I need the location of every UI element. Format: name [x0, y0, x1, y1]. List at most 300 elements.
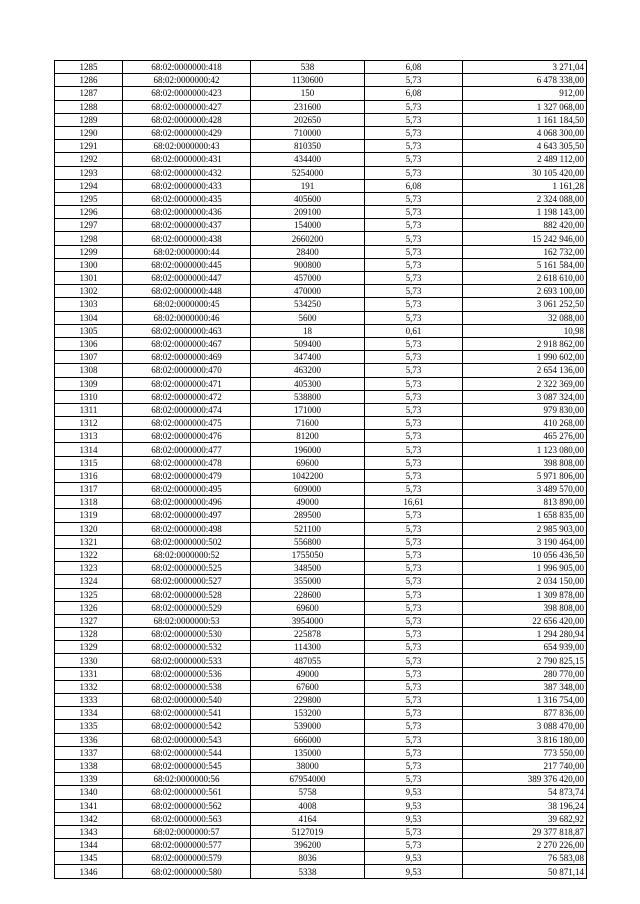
area-cell: 347400 [251, 351, 365, 364]
table-row [55, 535, 587, 548]
value-cell: 410 268,00 [463, 417, 587, 430]
table-row [55, 825, 587, 838]
table-row [55, 614, 587, 627]
rate-cell: 5,73 [365, 272, 463, 285]
row-number-cell: 1306 [55, 337, 123, 350]
row-number-cell: 1324 [55, 575, 123, 588]
value-cell: 38 196,24 [463, 799, 587, 812]
cadastral-number-cell: 68:02:0000000:53 [123, 614, 251, 627]
table-body [55, 61, 587, 879]
cadastral-number-cell: 68:02:0000000:45 [123, 298, 251, 311]
row-number-cell: 1293 [55, 166, 123, 179]
area-cell: 348500 [251, 562, 365, 575]
value-cell: 3 271,04 [463, 61, 587, 74]
cadastral-value-table [54, 60, 587, 879]
row-number-cell: 1312 [55, 417, 123, 430]
area-cell: 67600 [251, 680, 365, 693]
table-row [55, 865, 587, 878]
row-number-cell: 1305 [55, 324, 123, 337]
row-number-cell: 1299 [55, 245, 123, 258]
area-cell: 556800 [251, 535, 365, 548]
table-row [55, 839, 587, 852]
value-cell: 1 294 280,94 [463, 628, 587, 641]
table-row [55, 417, 587, 430]
cadastral-number-cell: 68:02:0000000:497 [123, 509, 251, 522]
table-row [55, 522, 587, 535]
value-cell: 877 836,00 [463, 707, 587, 720]
value-cell: 2 790 825,15 [463, 654, 587, 667]
cadastral-number-cell: 68:02:0000000:502 [123, 535, 251, 548]
rate-cell: 5,73 [365, 839, 463, 852]
table-row [55, 469, 587, 482]
cadastral-number-cell: 68:02:0000000:471 [123, 377, 251, 390]
table-row [55, 443, 587, 456]
area-cell: 609000 [251, 483, 365, 496]
rate-cell: 5,73 [365, 126, 463, 139]
row-number-cell: 1304 [55, 311, 123, 324]
rate-cell: 5,73 [365, 522, 463, 535]
row-number-cell: 1338 [55, 759, 123, 772]
value-cell: 1 198 143,00 [463, 206, 587, 219]
cadastral-number-cell: 68:02:0000000:437 [123, 219, 251, 232]
area-cell: 28400 [251, 245, 365, 258]
value-cell: 162 732,00 [463, 245, 587, 258]
row-number-cell: 1314 [55, 443, 123, 456]
area-cell: 434400 [251, 153, 365, 166]
cadastral-number-cell: 68:02:0000000:579 [123, 852, 251, 865]
row-number-cell: 1346 [55, 865, 123, 878]
cadastral-number-cell: 68:02:0000000:476 [123, 430, 251, 443]
area-cell: 534250 [251, 298, 365, 311]
table-row [55, 337, 587, 350]
area-cell: 4164 [251, 812, 365, 825]
rate-cell: 9,53 [365, 786, 463, 799]
row-number-cell: 1298 [55, 232, 123, 245]
row-number-cell: 1315 [55, 456, 123, 469]
cadastral-number-cell: 68:02:0000000:477 [123, 443, 251, 456]
value-cell: 217 740,00 [463, 759, 587, 772]
value-cell: 1 327 068,00 [463, 100, 587, 113]
area-cell: 289500 [251, 509, 365, 522]
area-cell: 5758 [251, 786, 365, 799]
cadastral-number-cell: 68:02:0000000:435 [123, 192, 251, 205]
row-number-cell: 1317 [55, 483, 123, 496]
value-cell: 2 918 862,00 [463, 337, 587, 350]
row-number-cell: 1301 [55, 272, 123, 285]
table-row [55, 812, 587, 825]
row-number-cell: 1310 [55, 390, 123, 403]
row-number-cell: 1321 [55, 535, 123, 548]
cadastral-number-cell: 68:02:0000000:540 [123, 694, 251, 707]
value-cell: 389 376 420,00 [463, 773, 587, 786]
rate-cell: 5,73 [365, 403, 463, 416]
rate-cell: 5,73 [365, 417, 463, 430]
cadastral-number-cell: 68:02:0000000:46 [123, 311, 251, 324]
row-number-cell: 1302 [55, 285, 123, 298]
area-cell: 405600 [251, 192, 365, 205]
rate-cell: 5,73 [365, 746, 463, 759]
value-cell: 39 682,92 [463, 812, 587, 825]
rate-cell: 6,08 [365, 87, 463, 100]
rate-cell: 5,73 [365, 825, 463, 838]
rate-cell: 5,73 [365, 390, 463, 403]
rate-cell: 5,73 [365, 166, 463, 179]
cadastral-number-cell: 68:02:0000000:432 [123, 166, 251, 179]
cadastral-number-cell: 68:02:0000000:561 [123, 786, 251, 799]
rate-cell: 5,73 [365, 535, 463, 548]
row-number-cell: 1337 [55, 746, 123, 759]
area-cell: 457000 [251, 272, 365, 285]
area-cell: 229800 [251, 694, 365, 707]
area-cell: 4008 [251, 799, 365, 812]
area-cell: 3954000 [251, 614, 365, 627]
value-cell: 773 550,00 [463, 746, 587, 759]
cadastral-number-cell: 68:02:0000000:433 [123, 179, 251, 192]
area-cell: 509400 [251, 337, 365, 350]
row-number-cell: 1345 [55, 852, 123, 865]
row-number-cell: 1341 [55, 799, 123, 812]
table-row [55, 179, 587, 192]
table-row [55, 694, 587, 707]
row-number-cell: 1342 [55, 812, 123, 825]
cadastral-number-cell: 68:02:0000000:467 [123, 337, 251, 350]
area-cell: 49000 [251, 667, 365, 680]
row-number-cell: 1334 [55, 707, 123, 720]
area-cell: 1755050 [251, 548, 365, 561]
area-cell: 355000 [251, 575, 365, 588]
cadastral-number-cell: 68:02:0000000:479 [123, 469, 251, 482]
row-number-cell: 1339 [55, 773, 123, 786]
value-cell: 2 654 136,00 [463, 364, 587, 377]
value-cell: 1 990 602,00 [463, 351, 587, 364]
cadastral-number-cell: 68:02:0000000:542 [123, 720, 251, 733]
value-cell: 2 618 610,00 [463, 272, 587, 285]
value-cell: 654 939,00 [463, 641, 587, 654]
rate-cell: 0,61 [365, 324, 463, 337]
rate-cell: 5,73 [365, 337, 463, 350]
value-cell: 3 489 570,00 [463, 483, 587, 496]
row-number-cell: 1308 [55, 364, 123, 377]
row-number-cell: 1313 [55, 430, 123, 443]
row-number-cell: 1294 [55, 179, 123, 192]
table-row [55, 113, 587, 126]
table-row [55, 258, 587, 271]
cadastral-number-cell: 68:02:0000000:544 [123, 746, 251, 759]
area-cell: 228600 [251, 588, 365, 601]
cadastral-number-cell: 68:02:0000000:545 [123, 759, 251, 772]
value-cell: 1 161 184,50 [463, 113, 587, 126]
table-row [55, 773, 587, 786]
area-cell: 405300 [251, 377, 365, 390]
table-row [55, 548, 587, 561]
row-number-cell: 1336 [55, 733, 123, 746]
cadastral-number-cell: 68:02:0000000:474 [123, 403, 251, 416]
value-cell: 2 693 100,00 [463, 285, 587, 298]
area-cell: 49000 [251, 496, 365, 509]
value-cell: 1 161,28 [463, 179, 587, 192]
cadastral-number-cell: 68:02:0000000:538 [123, 680, 251, 693]
value-cell: 398 808,00 [463, 456, 587, 469]
table-row [55, 166, 587, 179]
row-number-cell: 1290 [55, 126, 123, 139]
rate-cell: 5,73 [365, 245, 463, 258]
cadastral-number-cell: 68:02:0000000:541 [123, 707, 251, 720]
row-number-cell: 1318 [55, 496, 123, 509]
value-cell: 2 322 369,00 [463, 377, 587, 390]
cadastral-number-cell: 68:02:0000000:498 [123, 522, 251, 535]
rate-cell: 5,73 [365, 206, 463, 219]
cadastral-number-cell: 68:02:0000000:418 [123, 61, 251, 74]
table-row [55, 720, 587, 733]
row-number-cell: 1344 [55, 839, 123, 852]
table-row [55, 430, 587, 443]
cadastral-number-cell: 68:02:0000000:436 [123, 206, 251, 219]
rate-cell: 5,73 [365, 548, 463, 561]
cadastral-number-cell: 68:02:0000000:463 [123, 324, 251, 337]
area-cell: 202650 [251, 113, 365, 126]
table-row [55, 324, 587, 337]
row-number-cell: 1309 [55, 377, 123, 390]
cadastral-number-cell: 68:02:0000000:431 [123, 153, 251, 166]
value-cell: 1 123 080,00 [463, 443, 587, 456]
row-number-cell: 1327 [55, 614, 123, 627]
area-cell: 666000 [251, 733, 365, 746]
cadastral-number-cell: 68:02:0000000:56 [123, 773, 251, 786]
table-row [55, 390, 587, 403]
value-cell: 6 478 338,00 [463, 74, 587, 87]
value-cell: 3 087 324,00 [463, 390, 587, 403]
table-row [55, 667, 587, 680]
cadastral-number-cell: 68:02:0000000:445 [123, 258, 251, 271]
table-row [55, 219, 587, 232]
row-number-cell: 1328 [55, 628, 123, 641]
cadastral-number-cell: 68:02:0000000:429 [123, 126, 251, 139]
value-cell: 50 871,14 [463, 865, 587, 878]
area-cell: 5254000 [251, 166, 365, 179]
row-number-cell: 1296 [55, 206, 123, 219]
rate-cell: 5,73 [365, 430, 463, 443]
value-cell: 5 161 584,00 [463, 258, 587, 271]
row-number-cell: 1330 [55, 654, 123, 667]
table-row [55, 496, 587, 509]
value-cell: 2 985 903,00 [463, 522, 587, 535]
area-cell: 67954000 [251, 773, 365, 786]
table-row [55, 192, 587, 205]
area-cell: 69600 [251, 456, 365, 469]
value-cell: 2 324 088,00 [463, 192, 587, 205]
rate-cell: 5,73 [365, 707, 463, 720]
area-cell: 153200 [251, 707, 365, 720]
table-row [55, 232, 587, 245]
value-cell: 3 061 252,50 [463, 298, 587, 311]
value-cell: 10 056 436,50 [463, 548, 587, 561]
row-number-cell: 1295 [55, 192, 123, 205]
rate-cell: 5,73 [365, 258, 463, 271]
value-cell: 387 348,00 [463, 680, 587, 693]
table-row [55, 377, 587, 390]
area-cell: 900800 [251, 258, 365, 271]
cadastral-number-cell: 68:02:0000000:530 [123, 628, 251, 641]
area-cell: 1130600 [251, 74, 365, 87]
value-cell: 3 088 470,00 [463, 720, 587, 733]
value-cell: 30 105 420,00 [463, 166, 587, 179]
value-cell: 15 242 946,00 [463, 232, 587, 245]
rate-cell: 5,73 [365, 219, 463, 232]
cadastral-number-cell: 68:02:0000000:536 [123, 667, 251, 680]
rate-cell: 5,73 [365, 759, 463, 772]
rate-cell: 5,73 [365, 614, 463, 627]
row-number-cell: 1289 [55, 113, 123, 126]
row-number-cell: 1288 [55, 100, 123, 113]
rate-cell: 9,53 [365, 799, 463, 812]
area-cell: 710000 [251, 126, 365, 139]
area-cell: 1042200 [251, 469, 365, 482]
cadastral-number-cell: 68:02:0000000:533 [123, 654, 251, 667]
table-row [55, 298, 587, 311]
rate-cell: 5,73 [365, 469, 463, 482]
row-number-cell: 1307 [55, 351, 123, 364]
rate-cell: 5,73 [365, 311, 463, 324]
row-number-cell: 1303 [55, 298, 123, 311]
table-row [55, 562, 587, 575]
value-cell: 76 583,08 [463, 852, 587, 865]
table-row [55, 140, 587, 153]
table-row [55, 746, 587, 759]
table-row [55, 786, 587, 799]
area-cell: 487055 [251, 654, 365, 667]
rate-cell: 5,73 [365, 140, 463, 153]
area-cell: 521100 [251, 522, 365, 535]
area-cell: 539000 [251, 720, 365, 733]
rate-cell: 9,53 [365, 865, 463, 878]
area-cell: 191 [251, 179, 365, 192]
value-cell: 2 270 226,00 [463, 839, 587, 852]
cadastral-number-cell: 68:02:0000000:423 [123, 87, 251, 100]
rate-cell: 5,73 [365, 351, 463, 364]
row-number-cell: 1333 [55, 694, 123, 707]
table-row [55, 403, 587, 416]
table-row [55, 483, 587, 496]
rate-cell: 5,73 [365, 641, 463, 654]
row-number-cell: 1286 [55, 74, 123, 87]
table-row [55, 680, 587, 693]
rate-cell: 5,73 [365, 720, 463, 733]
cadastral-number-cell: 68:02:0000000:57 [123, 825, 251, 838]
cadastral-number-cell: 68:02:0000000:580 [123, 865, 251, 878]
value-cell: 32 088,00 [463, 311, 587, 324]
value-cell: 398 808,00 [463, 601, 587, 614]
table-row [55, 733, 587, 746]
value-cell: 1 658 835,00 [463, 509, 587, 522]
cadastral-number-cell: 68:02:0000000:447 [123, 272, 251, 285]
area-cell: 135000 [251, 746, 365, 759]
table-row [55, 311, 587, 324]
area-cell: 396200 [251, 839, 365, 852]
row-number-cell: 1320 [55, 522, 123, 535]
cadastral-number-cell: 68:02:0000000:525 [123, 562, 251, 575]
cadastral-number-cell: 68:02:0000000:469 [123, 351, 251, 364]
value-cell: 54 873,74 [463, 786, 587, 799]
rate-cell: 5,73 [365, 667, 463, 680]
cadastral-number-cell: 68:02:0000000:562 [123, 799, 251, 812]
area-cell: 5127019 [251, 825, 365, 838]
row-number-cell: 1323 [55, 562, 123, 575]
table-row [55, 799, 587, 812]
rate-cell: 5,73 [365, 588, 463, 601]
row-number-cell: 1300 [55, 258, 123, 271]
value-cell: 4 643 305,50 [463, 140, 587, 153]
table-row [55, 153, 587, 166]
area-cell: 81200 [251, 430, 365, 443]
row-number-cell: 1285 [55, 61, 123, 74]
value-cell: 29 377 818,87 [463, 825, 587, 838]
table-row [55, 206, 587, 219]
rate-cell: 5,73 [365, 113, 463, 126]
value-cell: 1 996 905,00 [463, 562, 587, 575]
table-row [55, 74, 587, 87]
cadastral-number-cell: 68:02:0000000:52 [123, 548, 251, 561]
rate-cell: 5,73 [365, 628, 463, 641]
rate-cell: 5,73 [365, 153, 463, 166]
value-cell: 912,00 [463, 87, 587, 100]
area-cell: 150 [251, 87, 365, 100]
rate-cell: 5,73 [365, 575, 463, 588]
cadastral-number-cell: 68:02:0000000:43 [123, 140, 251, 153]
rate-cell: 5,73 [365, 285, 463, 298]
row-number-cell: 1297 [55, 219, 123, 232]
row-number-cell: 1311 [55, 403, 123, 416]
cadastral-number-cell: 68:02:0000000:470 [123, 364, 251, 377]
rate-cell: 5,73 [365, 100, 463, 113]
table-row [55, 285, 587, 298]
rate-cell: 5,73 [365, 377, 463, 390]
cadastral-number-cell: 68:02:0000000:472 [123, 390, 251, 403]
area-cell: 5338 [251, 865, 365, 878]
cadastral-number-cell: 68:02:0000000:543 [123, 733, 251, 746]
area-cell: 8036 [251, 852, 365, 865]
value-cell: 465 276,00 [463, 430, 587, 443]
row-number-cell: 1316 [55, 469, 123, 482]
table-row [55, 61, 587, 74]
value-cell: 979 830,00 [463, 403, 587, 416]
row-number-cell: 1287 [55, 87, 123, 100]
cadastral-number-cell: 68:02:0000000:563 [123, 812, 251, 825]
rate-cell: 9,53 [365, 852, 463, 865]
table-row [55, 100, 587, 113]
cadastral-number-cell: 68:02:0000000:577 [123, 839, 251, 852]
area-cell: 231600 [251, 100, 365, 113]
table-row [55, 759, 587, 772]
row-number-cell: 1326 [55, 601, 123, 614]
value-cell: 3 816 180,00 [463, 733, 587, 746]
table-row [55, 707, 587, 720]
rate-cell: 5,73 [365, 694, 463, 707]
area-cell: 463200 [251, 364, 365, 377]
rate-cell: 5,73 [365, 601, 463, 614]
row-number-cell: 1329 [55, 641, 123, 654]
cadastral-number-cell: 68:02:0000000:496 [123, 496, 251, 509]
row-number-cell: 1331 [55, 667, 123, 680]
row-number-cell: 1325 [55, 588, 123, 601]
table-row [55, 364, 587, 377]
area-cell: 38000 [251, 759, 365, 772]
area-cell: 538800 [251, 390, 365, 403]
area-cell: 196000 [251, 443, 365, 456]
value-cell: 22 656 420,00 [463, 614, 587, 627]
table-row [55, 852, 587, 865]
table-row [55, 272, 587, 285]
area-cell: 810350 [251, 140, 365, 153]
